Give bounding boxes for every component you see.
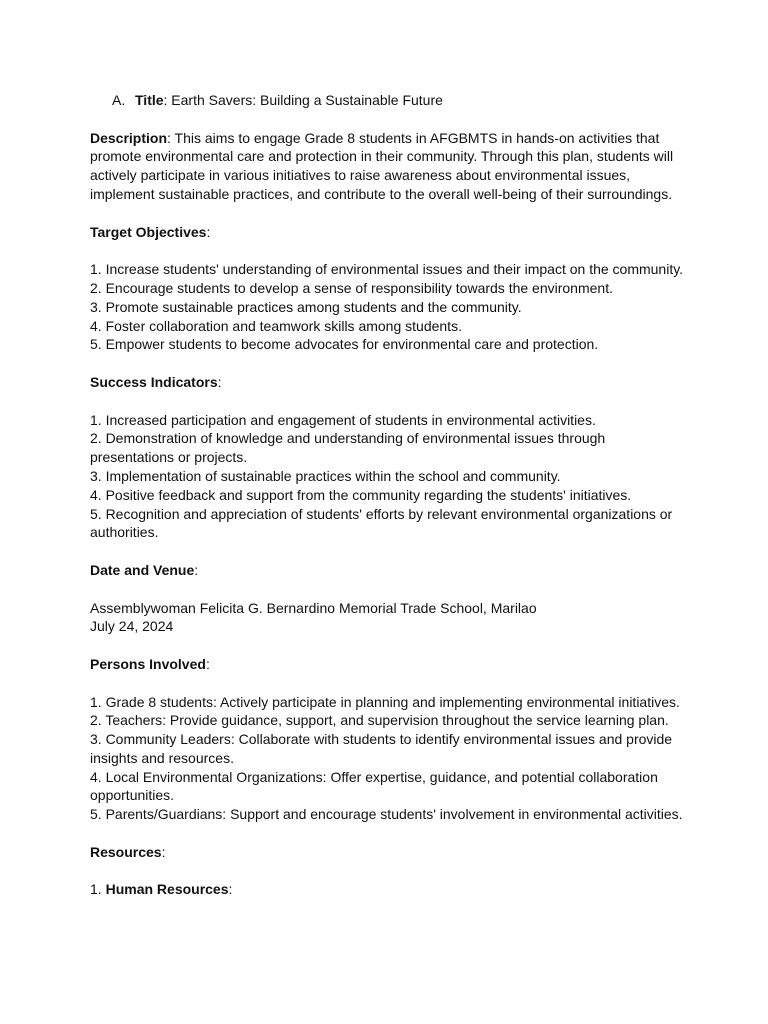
date-text: July 24, 2024 xyxy=(90,618,174,635)
target-objectives-list xyxy=(90,260,690,354)
title-line xyxy=(90,91,690,110)
list-item: 3. Promote sustainable practices among students and the community. xyxy=(90,298,522,315)
heading-colon: : xyxy=(217,373,222,390)
target-objectives-heading xyxy=(90,223,690,242)
success-indicators-heading xyxy=(90,373,690,392)
sub-label: Human Resources xyxy=(105,881,229,898)
list-item: 5. Empower students to become advocates for environmental care and protection. xyxy=(90,336,599,353)
resources-heading xyxy=(90,843,690,862)
description-text: : This aims to engage Grade 8 students in AFGBMTS in hands-on activities that promote environmental care and protection in their community. Through this plan, students will actively participate in various initiatives to raise awareness about environmental issues, implement sustainable practices, and contribute to the overall well-being of their surroundings. xyxy=(90,129,674,202)
list-item: 1. Increased participation and engagement of students in environmental activities. xyxy=(90,411,596,428)
heading-label: Resources xyxy=(90,843,162,860)
title-label: Title xyxy=(135,92,164,108)
heading-colon: : xyxy=(206,223,211,240)
sub-colon: : xyxy=(228,881,233,898)
heading-label: Date and Venue xyxy=(90,561,195,578)
list-item: 3. Implementation of sustainable practices within the school and community. xyxy=(90,467,561,484)
heading-label: Target Objectives xyxy=(90,223,207,240)
description-paragraph xyxy=(90,129,690,204)
heading-label: Persons Involved xyxy=(90,655,206,672)
list-item: 3. Community Leaders: Collaborate with students to identify environmental issues and provide insights and resources. xyxy=(90,731,673,766)
document-page xyxy=(90,91,690,899)
list-item: 4. Local Environmental Organizations: Offer expertise, guidance, and potential collaboration opportunities. xyxy=(90,768,658,804)
list-item: 2. Teachers: Provide guidance, support, and supervision throughout the service learning plan. xyxy=(90,712,669,729)
persons-involved-list xyxy=(90,693,690,825)
list-item: 5. Parents/Guardians: Support and encourage students' involvement in environmental activities. xyxy=(90,806,683,823)
list-item: 2. Encourage students to develop a sense of responsibility towards the environment. xyxy=(90,279,613,296)
heading-label: Success Indicators xyxy=(90,373,218,390)
heading-colon: : xyxy=(194,561,199,578)
description-label: Description xyxy=(90,129,168,146)
list-item: 4. Positive feedback and support from the community regarding the students' initiatives. xyxy=(90,486,632,503)
heading-colon: : xyxy=(205,655,210,672)
success-indicators-list xyxy=(90,411,690,543)
heading-colon: : xyxy=(161,843,166,860)
persons-involved-heading xyxy=(90,655,690,674)
list-item: 1. Increase students' understanding of environmental issues and their impact on the community. xyxy=(90,261,684,278)
list-item: 4. Foster collaboration and teamwork skills among students. xyxy=(90,317,462,334)
list-item: 5. Recognition and appreciation of students' efforts by relevant environmental organizations or authorities. xyxy=(90,505,673,541)
list-marker: A. xyxy=(112,92,126,108)
list-item: 1. Grade 8 students: Actively participate in planning and implementing environmental initiatives. xyxy=(90,693,680,710)
title-text: : Earth Savers: Building a Sustainable Future xyxy=(163,92,443,108)
date-venue-block xyxy=(90,599,690,637)
list-item: 2. Demonstration of knowledge and understanding of environmental issues through presentations or projects. xyxy=(90,430,606,466)
sub-number: 1. xyxy=(90,881,106,898)
human-resources-line xyxy=(90,880,690,899)
venue-text: Assemblywoman Felicita G. Bernardino Memorial Trade School, Marilao xyxy=(90,599,537,616)
date-venue-heading xyxy=(90,561,690,580)
